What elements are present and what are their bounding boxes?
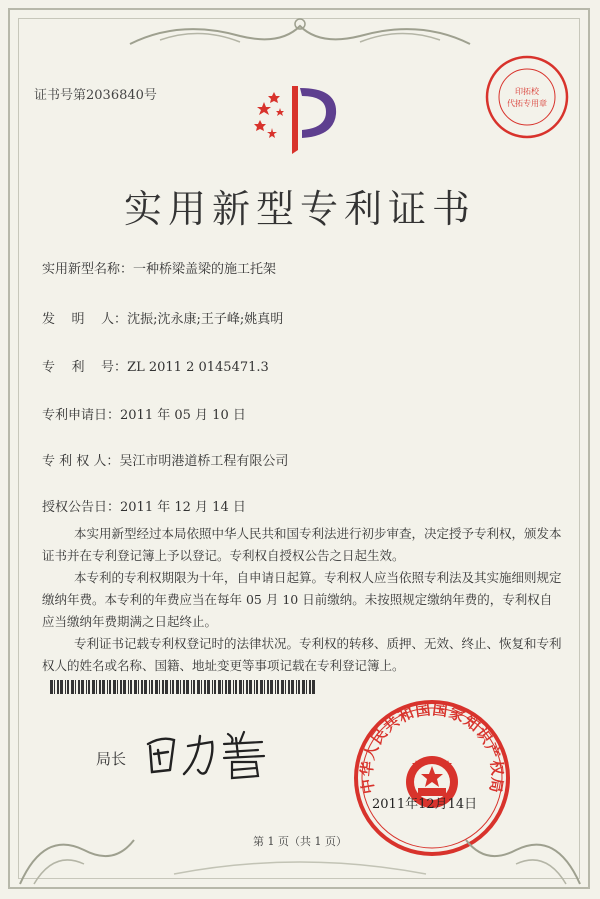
director-signature-icon: [140, 726, 280, 781]
field-patent-number: [42, 356, 269, 375]
field-application-date: [42, 404, 246, 423]
field-label: 实用新型名称：: [42, 262, 134, 277]
certificate-title: 实用新型专利证书: [123, 187, 476, 231]
seal-date: 2011年12月14日: [372, 797, 478, 812]
top-ornament: [120, 14, 480, 54]
svg-text:印拓校: 印拓校: [515, 87, 539, 96]
certificate-number: 证书号第2036840号: [34, 88, 157, 103]
stamp-top-right-icon: [484, 54, 570, 140]
paragraph-legal-status: 专利证书记载专利权登记时的法律状况。专利权的转移、质押、无效、终止、恢复和专利权人的姓名或名称、国籍、地址变更等事项记载在专利登记簿上。: [42, 636, 562, 673]
barcode-icon: [50, 680, 315, 694]
svg-text:代拓专用章: 代拓专用章: [507, 99, 547, 108]
field-value: 2011 年 05 月 10 日: [120, 408, 246, 423]
field-value: 2011 年 12 月 14 日: [120, 500, 246, 515]
field-label: 专利申请日：: [42, 408, 121, 423]
field-value: ZL 2011 2 0145471.3: [127, 360, 269, 375]
field-value: 吴江市明港道桥工程有限公司: [119, 454, 289, 469]
patent-office-logo-icon: [250, 80, 345, 160]
field-label: 发 明 人：: [42, 312, 128, 327]
field-label: 专 利 权 人：: [42, 454, 120, 469]
svg-text:中华人民共和国国家知识产权局: 中华人民共和国国家知识产权局: [357, 700, 507, 796]
director-label: 局长: [96, 750, 127, 768]
paragraph-term: 本专利的专利权期限为十年，自申请日起算。专利权人应当依照专利法及其实施细则规定缴纳年费。本专利的年费应当在每年 05 月 10 日前缴纳。未按照规定缴纳年费的，专利权自应当缴纳年费期满之日起终止。: [42, 570, 562, 629]
field-label: 专 利 号：: [42, 360, 128, 375]
paragraph-grant: 本实用新型经过本局依照中华人民共和国专利法进行初步审查，决定授予专利权，颁发本证书并在专利登记簿上予以登记。专利权自授权公告之日起生效。: [42, 526, 562, 563]
field-value: 一种桥梁盖梁的施工托架: [133, 262, 277, 277]
field-value: 沈振;沈永康;王子峰;姚真明: [127, 312, 284, 327]
field-patentee: [42, 450, 288, 469]
page-footer: 第 1 页（共 1 页）: [253, 835, 347, 848]
field-utility-model-name: [42, 258, 276, 277]
field-inventor: [42, 308, 283, 327]
field-label: 授权公告日：: [42, 500, 121, 515]
field-grant-date: [42, 496, 246, 515]
